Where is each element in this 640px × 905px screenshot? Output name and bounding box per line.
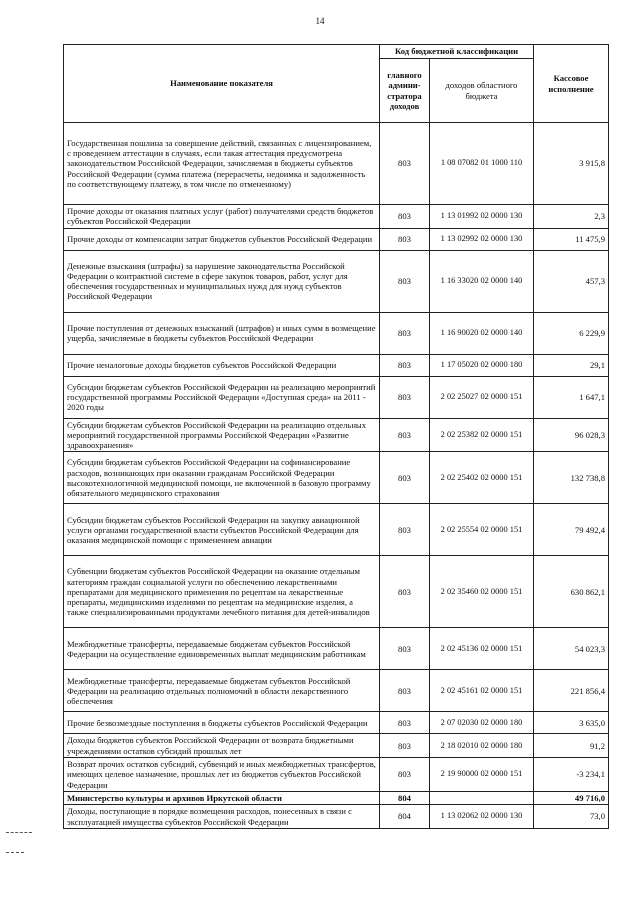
row-indicator-name: Межбюджетные трансферты, передаваемые бюджетам субъектов Российской Федерации на реализацию отдельных полномочий в области лекарственного обеспечения: [64, 670, 380, 712]
page-number: 14: [315, 16, 325, 26]
row-revenue-code: 1 16 90020 02 0000 140: [430, 312, 534, 354]
row-indicator-name: Субвенции бюджетам субъектов Российской Федерации на оказание отдельным категориям граждан социальной услуги по обеспечению лекарственными препаратами для медицинского применения по рецептам на лекарственные препараты, медицинскими изделиями по рецептам на медицинские изделия, а также специализированными продуктами лечебного питания для детей-инвалидов: [64, 556, 380, 628]
row-cash-execution: 1 647,1: [534, 376, 609, 418]
table-row: [64, 250, 609, 312]
table-body: [64, 123, 609, 829]
row-cash-execution: 3 635,0: [534, 712, 609, 734]
row-indicator-name: Прочие безвозмездные поступления в бюджеты субъектов Российской Федерации: [64, 712, 380, 734]
row-cash-execution: 6 229,9: [534, 312, 609, 354]
row-cash-execution: 2,3: [534, 205, 609, 229]
row-revenue-code: 1 17 05020 02 0000 180: [430, 354, 534, 376]
row-revenue-code: 1 13 02992 02 0000 130: [430, 228, 534, 250]
table-row: [64, 354, 609, 376]
table-row: [64, 418, 609, 452]
row-indicator-name: Доходы бюджетов субъектов Российской Федерации от возврата бюджетными учреждениями остатков субсидий прошлых лет: [64, 734, 380, 758]
table-row: [64, 376, 609, 418]
row-cash-execution: 3 915,8: [534, 123, 609, 205]
row-administrator-code: 803: [380, 250, 430, 312]
row-cash-execution: 630 862,1: [534, 556, 609, 628]
row-indicator-name: Прочие поступления от денежных взысканий (штрафов) и иных сумм в возмещение ущерба, зачисляемые в бюджеты субъектов Российской Федерации: [64, 312, 380, 354]
row-revenue-code: 2 19 90000 02 0000 151: [430, 758, 534, 792]
table-row: [64, 712, 609, 734]
row-administrator-code: 803: [380, 228, 430, 250]
row-cash-execution: 91,2: [534, 734, 609, 758]
row-cash-execution: 49 716,0: [534, 791, 609, 804]
row-administrator-code: 803: [380, 758, 430, 792]
table-row: [64, 734, 609, 758]
row-cash-execution: 132 738,8: [534, 452, 609, 504]
row-indicator-name: Межбюджетные трансферты, передаваемые бюджетам субъектов Российской Федерации на осуществление единовременных выплат медицинским работникам: [64, 628, 380, 670]
row-indicator-name: Денежные взыскания (штрафы) за нарушение законодательства Российской Федерации о контрактной системе в сфере закупок товаров, работ, услуг для обеспечения государственных и муниципальных нужд для нужд субъектов Российской Федерации: [64, 250, 380, 312]
row-cash-execution: 29,1: [534, 354, 609, 376]
row-cash-execution: 79 492,4: [534, 504, 609, 556]
row-revenue-code: 2 02 45136 02 0000 151: [430, 628, 534, 670]
header-budget-classification-code: Код бюджетной классификации: [380, 45, 534, 59]
row-administrator-code: 803: [380, 504, 430, 556]
row-indicator-name: Государственная пошлина за совершение действий, связанных с лицензированием, с проведением аттестации в случаях, если такая аттестация предусмотрена законодательством Российской Федерации, зачисляемая в бюджеты субъектов Российской Федерации (сумма платежа (перерасчеты, недоимка и задолженность по соответствующему платежу, в том числе по отмененному): [64, 123, 380, 205]
header-regional-budget-revenue: доходов областного бюджета: [430, 59, 534, 123]
row-indicator-name: Министерство культуры и архивов Иркутской области: [64, 791, 380, 804]
row-revenue-code: 2 02 25402 02 0000 151: [430, 452, 534, 504]
row-administrator-code: 804: [380, 791, 430, 804]
header-cash-execution: Кассовое исполнение: [534, 45, 609, 123]
row-revenue-code: 1 08 07082 01 1000 110: [430, 123, 534, 205]
row-indicator-name: Субсидии бюджетам субъектов Российской Федерации на софинансирование расходов, возникающих при оказании гражданам Российской Федерации высокотехнологичной медицинской помощи, не включенной в базовую программу обязательного медицинского страхования: [64, 452, 380, 504]
row-indicator-name: Прочие неналоговые доходы бюджетов субъектов Российской Федерации: [64, 354, 380, 376]
table-row: [64, 504, 609, 556]
row-administrator-code: 803: [380, 123, 430, 205]
row-cash-execution: 11 475,9: [534, 228, 609, 250]
table-row: [64, 123, 609, 205]
table-row: [64, 452, 609, 504]
row-revenue-code: 1 13 01992 02 0000 130: [430, 205, 534, 229]
row-revenue-code: 2 02 25382 02 0000 151: [430, 418, 534, 452]
row-cash-execution: 457,3: [534, 250, 609, 312]
row-revenue-code: 2 07 02030 02 0000 180: [430, 712, 534, 734]
row-indicator-name: Субсидии бюджетам субъектов Российской Федерации на реализацию отдельных мероприятий государственной программы Российской Федерации «Развитие здравоохранения»: [64, 418, 380, 452]
row-administrator-code: 803: [380, 205, 430, 229]
row-indicator-name: Субсидии бюджетам субъектов Российской Федерации на реализацию мероприятий государственной программы Российской Федерации «Доступная среда» на 2011 - 2020 годы: [64, 376, 380, 418]
row-cash-execution: 96 028,3: [534, 418, 609, 452]
left-margin-mark: [6, 832, 32, 833]
row-indicator-name: Субсидии бюджетам субъектов Российской Федерации на закупку авиационной услуги органами государственной власти субъектов Российской Федерации для оказания медицинской помощи с применением авиации: [64, 504, 380, 556]
row-administrator-code: 804: [380, 805, 430, 829]
row-revenue-code: 2 02 25027 02 0000 151: [430, 376, 534, 418]
row-indicator-name: Прочие доходы от компенсации затрат бюджетов субъектов Российской Федерации: [64, 228, 380, 250]
header-indicator-name: Наименование показателя: [64, 45, 380, 123]
table-row: [64, 791, 609, 804]
row-revenue-code: 1 16 33020 02 0000 140: [430, 250, 534, 312]
revenue-table-container: [63, 44, 608, 829]
row-indicator-name: Доходы, поступающие в порядке возмещения расходов, понесенных в связи с эксплуатацией имущества субъектов Российской Федерации: [64, 805, 380, 829]
header-main-administrator: главного админи-стратора доходов: [380, 59, 430, 123]
row-administrator-code: 803: [380, 312, 430, 354]
row-administrator-code: 803: [380, 452, 430, 504]
row-cash-execution: -3 234,1: [534, 758, 609, 792]
table-row: [64, 758, 609, 792]
table-row: [64, 556, 609, 628]
table-row: [64, 312, 609, 354]
row-cash-execution: 73,0: [534, 805, 609, 829]
row-revenue-code: 2 02 45161 02 0000 151: [430, 670, 534, 712]
row-administrator-code: 803: [380, 628, 430, 670]
row-administrator-code: 803: [380, 376, 430, 418]
table-row: [64, 670, 609, 712]
row-administrator-code: 803: [380, 670, 430, 712]
row-administrator-code: 803: [380, 354, 430, 376]
row-revenue-code: 2 02 25554 02 0000 151: [430, 504, 534, 556]
revenue-table: [63, 44, 609, 829]
row-indicator-name: Прочие доходы от оказания платных услуг (работ) получателями средств бюджетов субъектов Российской Федерации: [64, 205, 380, 229]
row-administrator-code: 803: [380, 556, 430, 628]
row-cash-execution: 221 856,4: [534, 670, 609, 712]
left-margin-mark: [6, 852, 24, 853]
row-revenue-code: [430, 791, 534, 804]
row-revenue-code: 1 13 02062 02 0000 130: [430, 805, 534, 829]
row-administrator-code: 803: [380, 418, 430, 452]
row-administrator-code: 803: [380, 734, 430, 758]
row-cash-execution: 54 023,3: [534, 628, 609, 670]
table-row: [64, 205, 609, 229]
table-row: [64, 628, 609, 670]
row-revenue-code: 2 02 35460 02 0000 151: [430, 556, 534, 628]
row-indicator-name: Возврат прочих остатков субсидий, субвенций и иных межбюджетных трансфертов, имеющих целевое назначение, прошлых лет из бюджетов субъектов Российской Федерации: [64, 758, 380, 792]
table-row: [64, 805, 609, 829]
row-revenue-code: 2 18 02010 02 0000 180: [430, 734, 534, 758]
table-row: [64, 228, 609, 250]
row-administrator-code: 803: [380, 712, 430, 734]
